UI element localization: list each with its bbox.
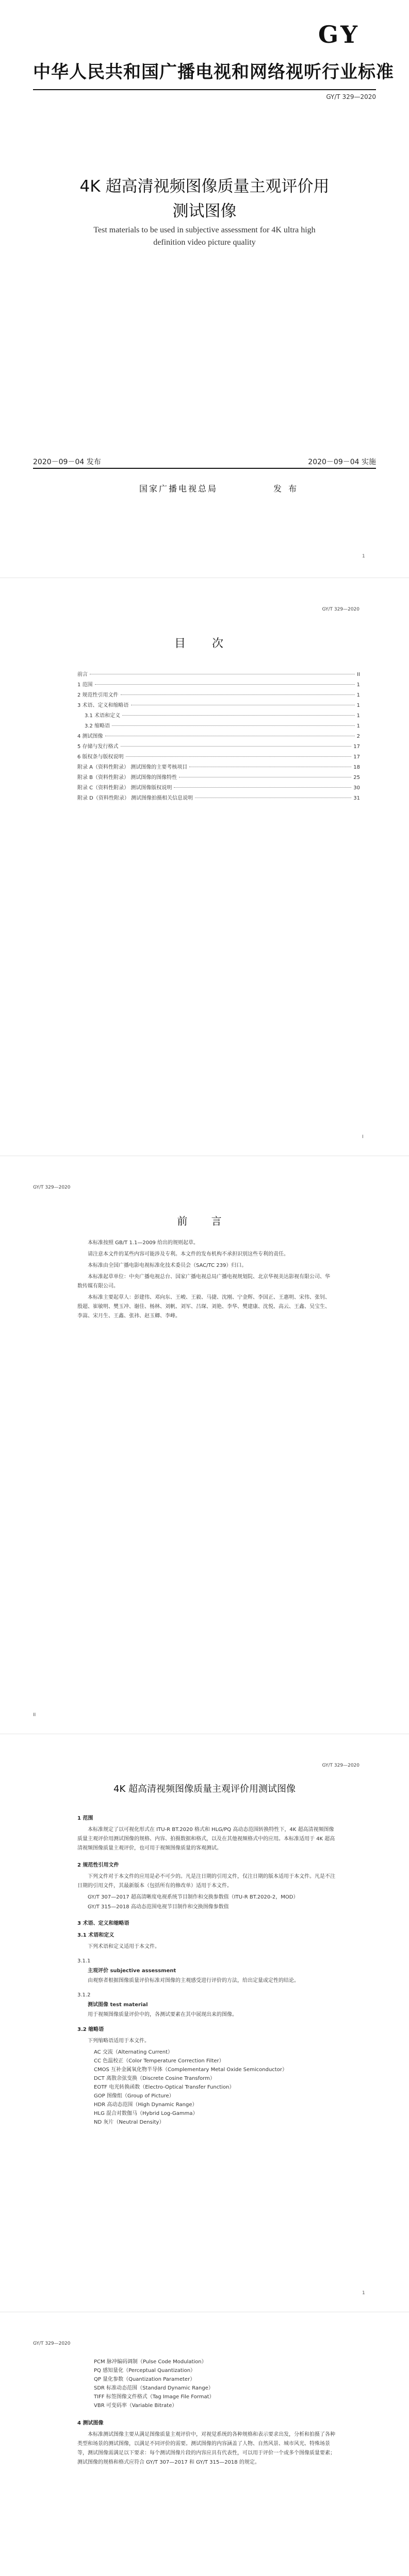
toc-entry-label: 3 术语、定义和缩略语 bbox=[77, 703, 129, 708]
footer-rule bbox=[33, 468, 376, 469]
abbreviation-item: ND 灰片（Neutral Density） bbox=[94, 2120, 165, 2125]
term-name: 测试图像 test material bbox=[88, 2002, 148, 2008]
toc-entry-page: II bbox=[357, 672, 360, 677]
toc-entry-label: 2 规范性引用文件 bbox=[77, 692, 119, 698]
toc-leader bbox=[122, 715, 355, 716]
reference-item: GY/T 307—2017 超高清晰度电视系统节目制作和交换参数值（ITU-R BT.2020-2，MOD） bbox=[88, 1894, 299, 1900]
running-header: GY/T 329—2020 bbox=[322, 1763, 359, 1768]
toc-leader bbox=[121, 694, 355, 695]
toc-entry-label: 5 存储与发行格式 bbox=[77, 744, 119, 750]
toc-entry-label: 附录 B（资料性附录） 测试图像的图像特性 bbox=[77, 775, 177, 781]
abbreviation-item: SDR 标准动态范围（Standard Dynamic Range） bbox=[94, 2385, 214, 2391]
toc-entry[interactable] bbox=[77, 711, 360, 721]
publish-word: 发 布 bbox=[273, 484, 299, 494]
toc-entry[interactable] bbox=[77, 732, 360, 742]
standard-title: 4K 超高清视频图像质量主观评价用测试图像 bbox=[113, 1784, 296, 1794]
page-number: II bbox=[33, 1713, 36, 1718]
toc-leader bbox=[121, 746, 352, 747]
abbreviation-item: AC 交流（Alternating Current） bbox=[94, 2049, 173, 2055]
toc-list bbox=[77, 670, 360, 804]
body-paragraph: 下列术语和定义适用于本文件。 bbox=[88, 1944, 160, 1950]
foreword-paragraph: 本标准由全国广播电影电视标准化技术委员会（SAC/TC 239）归口。 bbox=[88, 1263, 247, 1268]
abbreviation-list bbox=[77, 2358, 335, 2410]
subsection-heading: 3.2 缩略语 bbox=[77, 2027, 104, 2032]
toc-entry-label: 附录 D（资料性附录） 测试图像拍摄相关信息说明 bbox=[77, 795, 193, 801]
page-number: 1 bbox=[362, 554, 365, 559]
chinese-title-line-2: 测试图像 bbox=[172, 202, 237, 221]
foreword-title: 前 言 bbox=[177, 1215, 232, 1227]
foreword-body bbox=[77, 1239, 334, 1323]
toc-leader bbox=[95, 684, 355, 685]
section-heading: 3 术语、定义和缩略语 bbox=[77, 1921, 129, 1926]
toc-entry[interactable] bbox=[77, 773, 360, 783]
abbreviation-item: EOTF 电光转换函数（Electro-Optical Transfer Function） bbox=[94, 2084, 235, 2090]
toc-entry-page: 1 bbox=[356, 703, 360, 708]
reference-item: GY/T 315—2018 高动态范围电视节目制作和交换图像参数值 bbox=[88, 1904, 229, 1910]
section-heading: 2 规范性引用文件 bbox=[77, 1862, 119, 1868]
toc-entry-page: 1 bbox=[356, 723, 360, 729]
toc-entry[interactable] bbox=[77, 680, 360, 690]
toc-title: 目 次 bbox=[174, 637, 235, 650]
toc-leader bbox=[174, 787, 351, 788]
toc-entry-page: 1 bbox=[356, 713, 360, 719]
abbreviation-item: VBR 可变码率（Variable Bitrate） bbox=[94, 2403, 177, 2409]
foreword-paragraph: 本标准主要起草人：彭建伟、邓向东、王峻、王毅、马捷、沈刚、宁金辉、李国正、王惠明、宋伟、张钊、殷超、崔敏明、樊玉冲、谢佳、杨林、刘帆、刘军、吕琛、刘艳、李华、樊建康、沈悦、高云、王鑫、吴宝生、李嵩、宋月生、王鑫、张祎、赵玉卿、李峰。 bbox=[77, 1295, 330, 1319]
term-number: 3.1.2 bbox=[77, 1992, 91, 1998]
term-definition: 用于视频图像质量评价中的，各测试要素在其中展现出来的图像。 bbox=[88, 2012, 237, 2018]
toc-entry-label: 附录 A（资料性附录） 测试图像的主要考核项目 bbox=[77, 765, 188, 770]
toc-entry-page: 31 bbox=[353, 795, 360, 801]
implementation-date: 2020－09－04 实施 bbox=[308, 458, 376, 466]
foreword-page bbox=[0, 1156, 409, 1734]
toc-entry[interactable] bbox=[77, 690, 360, 701]
section-heading: 4 测试图像 bbox=[77, 2420, 104, 2426]
toc-entry-page: 2 bbox=[356, 734, 360, 739]
toc-entry-label: 6 版权条与版权说明 bbox=[77, 754, 124, 760]
running-header: GY/T 329—2020 bbox=[33, 1185, 71, 1190]
foreword-paragraph: 本标准按照 GB/T 1.1—2009 给出的规则起草。 bbox=[88, 1240, 199, 1246]
abbreviation-item: QP 量化参数（Quantization Parameter） bbox=[94, 2377, 195, 2382]
term-definition: 由观察者根据图像质量评价标准对图像的主观感受进行评价的方法，给出定量或定性的结论。 bbox=[88, 1978, 299, 1984]
toc-entry[interactable] bbox=[77, 742, 360, 752]
running-header: GY/T 329—2020 bbox=[33, 2341, 71, 2346]
abbreviation-item: CMOS 互补金属氧化物半导体（Complementary Metal Oxide Semiconductor） bbox=[94, 2067, 287, 2073]
toc-entry[interactable] bbox=[77, 721, 360, 732]
toc-leader bbox=[112, 725, 355, 726]
toc-entry-page: 1 bbox=[356, 692, 360, 698]
toc-entry[interactable] bbox=[77, 762, 360, 773]
running-header: GY/T 329—2020 bbox=[322, 607, 359, 612]
toc-entry-page: 1 bbox=[356, 682, 360, 688]
abbreviation-item: DCT 离散余弦变换（Discrete Cosine Transform） bbox=[94, 2076, 215, 2081]
toc-entry[interactable] bbox=[77, 783, 360, 793]
toc-entry[interactable] bbox=[77, 752, 360, 762]
toc-entry-label: 3.2 缩略语 bbox=[85, 723, 110, 729]
page-number: 1 bbox=[362, 2291, 365, 2296]
body-page-1 bbox=[0, 1734, 409, 2312]
toc-entry-page: 25 bbox=[353, 775, 360, 781]
body-paragraph: 本标准测试图像主要从满足图像质量主观评价中，对视觉系统的各种规格和表示要求出发，分析和拍摄了各种类型和场景的测试图像，以满足不同评价的需要。测试图像的内容涵盖了人物、自然风景、城市风光、特殊场景等，测试图像需满足以下要求：每个测试图像片段的内容应具有代表性，可以用于评价一个或多个图像质量要素；测试图像的规格和格式应符合 GY/T 307—2017 和 GY/T 315—2018 的规定。 bbox=[77, 2432, 335, 2465]
toc-page bbox=[0, 578, 409, 1156]
subsection-heading: 3.1 术语和定义 bbox=[77, 1933, 114, 1938]
abbreviation-item: PQ 感知量化（Perceptual Quantization） bbox=[94, 2368, 196, 2374]
body-page-2 bbox=[0, 2312, 409, 2576]
toc-entry-label: 3.1 术语和定义 bbox=[85, 713, 121, 719]
term-number: 3.1.1 bbox=[77, 1958, 91, 1964]
toc-leader bbox=[126, 756, 352, 757]
toc-entry-page: 17 bbox=[353, 754, 360, 760]
body-column bbox=[77, 2358, 335, 2469]
abbreviation-list bbox=[77, 2048, 335, 2127]
toc-entry-label: 1 范围 bbox=[77, 682, 93, 688]
foreword-paragraph: 本标准起草单位：中央广播电视总台、国家广播电视总局广播电视规划院、北京华视美达影视有限公司、华数传媒有限公司。 bbox=[77, 1274, 330, 1289]
foreword-paragraph: 请注意本文件的某些内容可能涉及专利。本文件的发布机构不承担识别这些专利的责任。 bbox=[88, 1251, 289, 1257]
abbreviation-item: TIFF 标签图像文件格式（Tag Image File Format） bbox=[94, 2394, 215, 2400]
toc-entry-page: 30 bbox=[353, 785, 360, 791]
toc-entry-page: 18 bbox=[353, 765, 360, 770]
term-name: 主观评价 subjective assessment bbox=[88, 1968, 176, 1974]
standard-number: GY/T 329—2020 bbox=[326, 93, 376, 100]
publisher: 国家广播电视总局 bbox=[139, 484, 218, 494]
industry-title: 中华人民共和国广播电视和网络视听行业标准 bbox=[33, 62, 394, 82]
cover-page bbox=[0, 0, 409, 578]
toc-entry[interactable] bbox=[77, 701, 360, 711]
abbreviation-item: GOP 图像组（Group of Picture） bbox=[94, 2093, 174, 2099]
page-number: I bbox=[362, 1134, 364, 1140]
toc-entry-label: 前言 bbox=[77, 672, 88, 677]
abbreviation-item: PCM 脉冲编码调制（Pulse Code Modulation） bbox=[94, 2359, 207, 2365]
section-heading: 1 范围 bbox=[77, 1816, 93, 1821]
body-paragraph: 下列文件对于本文件的应用是必不可少的。凡是注日期的引用文件，仅注日期的版本适用于本文件。凡是不注日期的引用文件，其最新版本（包括所有的修改单）适用于本文件。 bbox=[77, 1874, 335, 1889]
toc-entry-page: 17 bbox=[353, 744, 360, 750]
gy-logo: GY bbox=[318, 21, 359, 48]
chinese-title-line-1: 4K 超高清视频图像质量主观评价用 bbox=[79, 177, 330, 196]
issue-date: 2020－09－04 发布 bbox=[33, 458, 101, 466]
toc-entry-label: 4 测试图像 bbox=[77, 734, 103, 739]
body-column bbox=[77, 1806, 335, 2127]
toc-entry[interactable] bbox=[77, 670, 360, 680]
abbreviation-item: HLG 混合对数伽马（Hybrid Log-Gamma） bbox=[94, 2111, 198, 2116]
header-rule bbox=[33, 89, 376, 90]
toc-entry[interactable] bbox=[77, 793, 360, 804]
abbreviation-item: HDR 高动态范围（High Dynamic Range） bbox=[94, 2102, 198, 2108]
body-paragraph: 本标准规定了以可视化形式在 ITU-R BT.2020 格式和 HLG/PQ 高动态范围转换特性下，4K 超高清视频图像质量主观评价用测试图像的规格、内容、拍摄数据和格式，以及在其他视频格式中的应用。本标准适用于 4K 超高清视频图像质量主观评价，也可用于视频图像质量的客观测试。 bbox=[77, 1827, 335, 1851]
body-paragraph: 下列缩略语适用于本文件。 bbox=[88, 2038, 150, 2044]
abbreviation-item: CC 色温校正（Color Temperature Correction Filter） bbox=[94, 2058, 224, 2064]
toc-entry-label: 附录 C（资料性附录） 测试图像版权说明 bbox=[77, 785, 172, 791]
english-title: Test materials to be used in subjective assessment for 4K ultra high definition video picture quality bbox=[93, 226, 316, 247]
